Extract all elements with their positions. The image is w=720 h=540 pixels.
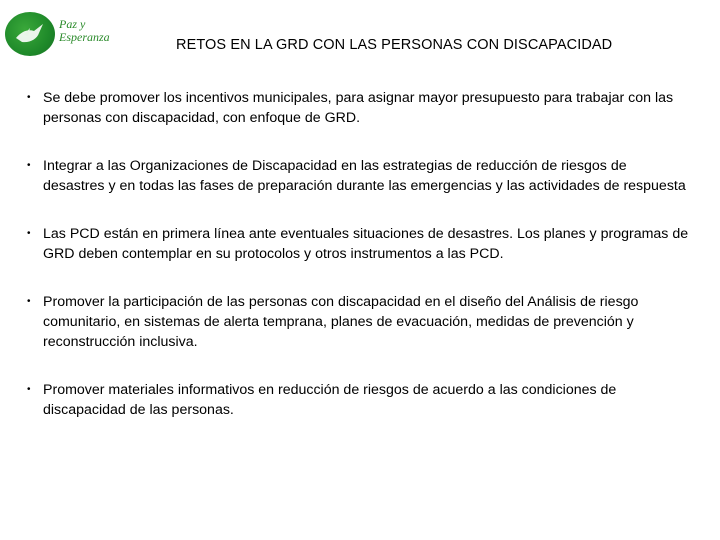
page-title: RETOS EN LA GRD CON LAS PERSONAS CON DISCAPACIDAD: [176, 37, 613, 53]
logo-emblem: [5, 12, 55, 56]
list-item: [27, 224, 692, 264]
list-item: [27, 380, 692, 420]
logo-text-line1: Paz y: [59, 17, 86, 31]
bullet-dot-icon: •: [27, 296, 31, 307]
dove-icon: [13, 20, 47, 48]
bullet-dot-icon: •: [27, 160, 31, 171]
list-item-text: Promover materiales informativos en reducción de riesgos de acuerdo a las condiciones de discapacidad de las personas.: [43, 382, 617, 418]
bullet-dot-icon: •: [27, 228, 31, 239]
logo-text: [59, 18, 110, 44]
logo-text-line2: Esperanza: [59, 30, 110, 44]
bullet-dot-icon: •: [27, 384, 31, 395]
list-item-text: Se debe promover los incentivos municipales, para asignar mayor presupuesto para trabajar con las personas con discapacidad, con enfoque de GRD.: [43, 90, 674, 126]
list-item-text: Integrar a las Organizaciones de Discapacidad en las estrategias de reducción de riesgos de desastres y en todas las fases de preparación durante las emergencias y las actividades de respuesta: [43, 158, 686, 194]
list-item-text: Promover la participación de las personas con discapacidad en el diseño del Análisis de riesgo comunitario, en sistemas de alerta temprana, planes de evacuación, medidas de prevención y reconstrucción inclusiva.: [43, 294, 639, 350]
bullet-dot-icon: •: [27, 92, 31, 103]
list-item: [27, 88, 692, 128]
logo: [3, 10, 123, 58]
list-item-text: Las PCD están en primera línea ante eventuales situaciones de desastres. Los planes y programas de GRD deben contemplar en su protocolos y otros instrumentos a las PCD.: [43, 226, 689, 262]
list-item: [27, 292, 692, 352]
bullet-list: [27, 88, 692, 448]
list-item: [27, 156, 692, 196]
